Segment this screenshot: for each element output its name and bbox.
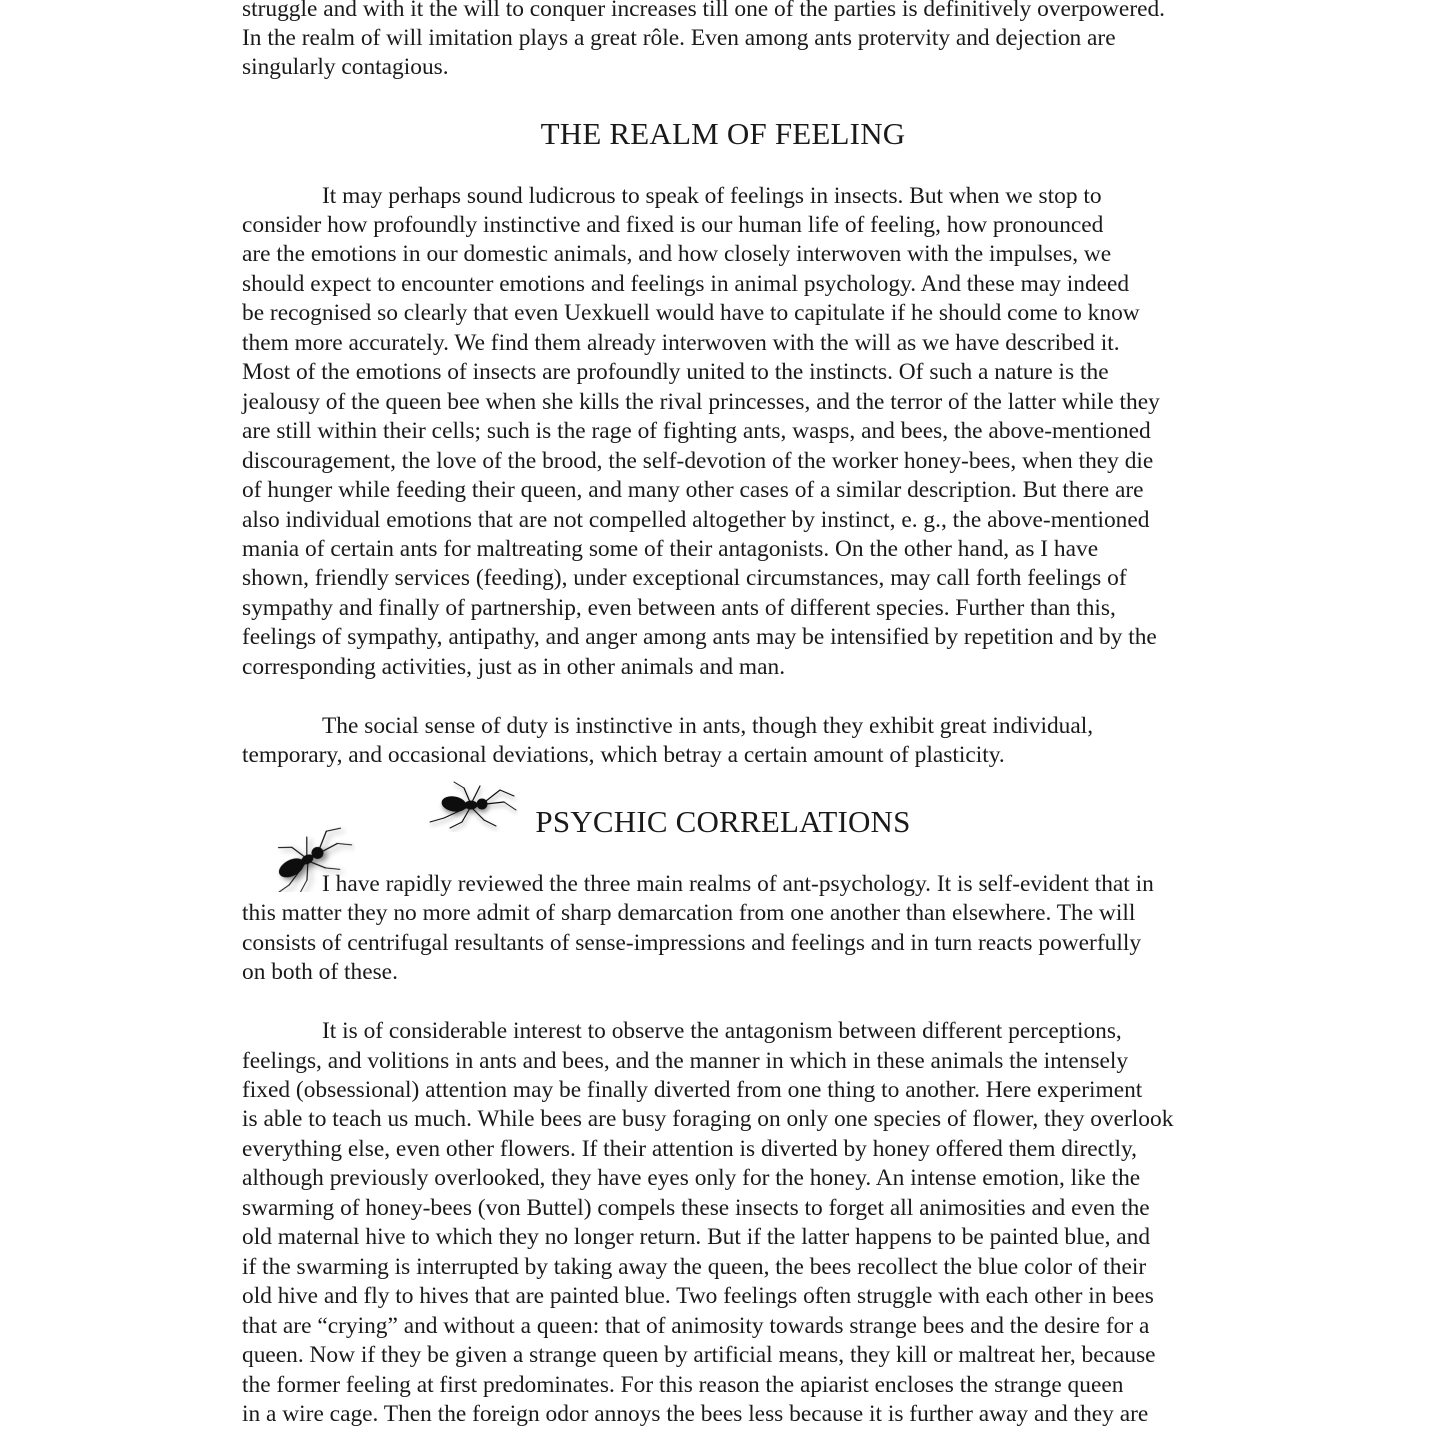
text-line: feelings of sympathy, antipathy, and anger among ants may be intensified by repetition and by the xyxy=(242,624,1157,650)
text-line: temporary, and occasional deviations, which betray a certain amount of plasticity. xyxy=(242,742,1005,768)
text-line: consists of centrifugal resultants of sense-impressions and feelings and in turn reacts powerfully xyxy=(242,930,1142,956)
text-line: are still within their cells; such is the rage of fighting ants, wasps, and bees, the above-mentioned xyxy=(242,418,1151,444)
text-line: although previously overlooked, they have eyes only for the honey. An intense emotion, like the xyxy=(242,1165,1141,1191)
text-line: in a wire cage. Then the foreign odor annoys the bees less because it is further away and they are xyxy=(242,1401,1149,1427)
text-line: mania of certain ants for maltreating some of their antagonists. On the other hand, as I have xyxy=(242,536,1099,562)
text-line: also individual emotions that are not compelled altogether by instinct, e. g., the above-mentioned xyxy=(242,507,1150,533)
text-line: be recognised so clearly that even Uexkuell would have to capitulate if he should come to know xyxy=(242,300,1140,326)
text-line: It may perhaps sound ludicrous to speak of feelings in insects. But when we stop to xyxy=(322,183,1102,209)
text-line: struggle and with it the will to conquer increases till one of the parties is definitively overpowered. xyxy=(242,0,1166,22)
ant-icon xyxy=(424,780,518,832)
text-line: swarming of honey-bees (von Buttel) compels these insects to forget all animosities and even the xyxy=(242,1195,1150,1221)
text-line: discouragement, the love of the brood, the self-devotion of the worker honey-bees, when they die xyxy=(242,448,1154,474)
text-line: them more accurately. We find them already interwoven with the will as we have described it. xyxy=(242,330,1120,356)
section-heading-feeling: THE REALM OF FEELING xyxy=(540,116,906,151)
text-line: jealousy of the queen bee when she kills the rival princesses, and the terror of the latter while they xyxy=(242,389,1160,415)
text-line: I have rapidly reviewed the three main realms of ant-psychology. It is self-evident that in xyxy=(322,871,1154,897)
text-line: It is of considerable interest to observe the antagonism between different perceptions, xyxy=(322,1018,1122,1044)
text-line: are the emotions in our domestic animals, and how closely interwoven with the impulses, we xyxy=(242,241,1112,267)
text-line: of hunger while feeding their queen, and many other cases of a similar description. But there are xyxy=(242,477,1144,503)
text-line: singularly contagious. xyxy=(242,54,449,80)
text-line: corresponding activities, just as in other animals and man. xyxy=(242,654,786,680)
text-line: consider how profoundly instinctive and fixed is our human life of feeling, how pronounced xyxy=(242,212,1104,238)
text-line: In the realm of will imitation plays a great rôle. Even among ants protervity and dejection are xyxy=(242,25,1116,51)
text-line: fixed (obsessional) attention may be finally diverted from one thing to another. Here experiment xyxy=(242,1077,1143,1103)
section-heading-correlations: PSYCHIC CORRELATIONS xyxy=(535,804,911,839)
text-line: shown, friendly services (feeding), under exceptional circumstances, may call forth feelings of xyxy=(242,565,1127,591)
text-line: is able to teach us much. While bees are busy foraging on only one species of flower, they overlook xyxy=(242,1106,1174,1132)
text-line: queen. Now if they be given a strange queen by artificial means, they kill or maltreat her, because xyxy=(242,1342,1156,1368)
text-line: this matter they no more admit of sharp demarcation from one another than elsewhere. The will xyxy=(242,900,1136,926)
text-line: feelings, and volitions in ants and bees, and the manner in which in these animals the intensely xyxy=(242,1048,1129,1074)
text-line: everything else, even other flowers. If their attention is diverted by honey offered them directly, xyxy=(242,1136,1138,1162)
text-line: sympathy and finally of partnership, even between ants of different species. Further than this, xyxy=(242,595,1116,621)
text-line: the former feeling at first predominates. For this reason the apiarist encloses the strange queen xyxy=(242,1372,1124,1398)
text-line: that are “crying” and without a queen: that of animosity towards strange bees and the desire for a xyxy=(242,1313,1150,1339)
text-line: The social sense of duty is instinctive in ants, though they exhibit great individual, xyxy=(322,713,1094,739)
text-line: old maternal hive to which they no longer return. But if the latter happens to be painted blue, and xyxy=(242,1224,1151,1250)
ant-icon xyxy=(257,826,355,892)
text-line: old hive and fly to hives that are painted blue. Two feelings often struggle with each other in bees xyxy=(242,1283,1154,1309)
text-line: Most of the emotions of insects are profoundly united to the instincts. Of such a nature is the xyxy=(242,359,1109,385)
text-line: should expect to encounter emotions and feelings in animal psychology. And these may indeed xyxy=(242,271,1130,297)
text-line: if the swarming is interrupted by taking away the queen, the bees recollect the blue color of their xyxy=(242,1254,1147,1280)
text-line: on both of these. xyxy=(242,959,398,985)
